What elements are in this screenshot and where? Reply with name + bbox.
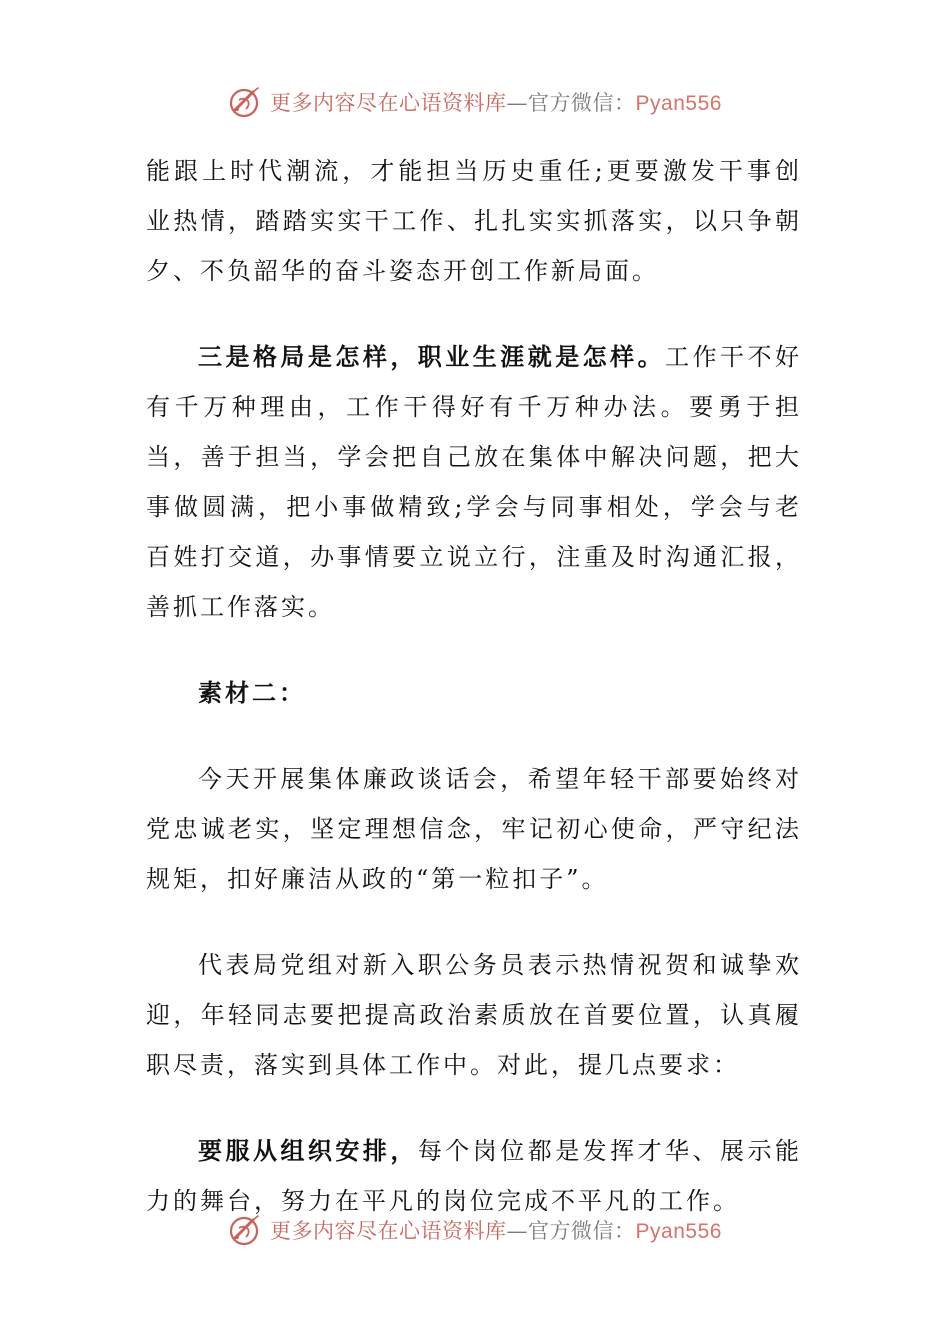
document-body	[146, 146, 802, 1226]
banner-account: Pyan556	[635, 1220, 722, 1243]
paragraph-2-text: 工作干不好有千万种理由，工作干得好有千万种办法。要勇于担当，善于担当，学会把自己放在集体中解决问题，把大事做圆满，把小事做精致;学会与同事相处，学会与老百姓打交道，办事情要立说立行，注重及时沟通汇报，善抓工作落实。	[146, 343, 803, 621]
banner-wechat-label: 官方微信：	[528, 91, 636, 115]
banner-separator: —	[506, 1219, 529, 1243]
paragraph-5	[146, 940, 802, 1090]
footer-banner	[0, 1208, 950, 1252]
banner-account: Pyan556	[635, 92, 722, 115]
banner-text	[270, 1215, 722, 1245]
section-heading	[146, 668, 802, 718]
paragraph-1-text: 能跟上时代潮流，才能担当历史重任;更要激发干事创业热情，踏踏实实干工作、扎扎实实抓落实，以只争朝夕、不负韶华的奋斗姿态开创工作新局面。	[146, 157, 802, 285]
banner-separator: —	[506, 91, 529, 115]
banner-text	[270, 87, 722, 117]
paragraph-4	[146, 754, 802, 904]
paragraph-5-text: 代表局党组对新入职公务员表示热情祝贺和诚挚欢迎，年轻同志要把提高政治素质放在首要位置，认真履职尽责，落实到具体工作中。对此，提几点要求：	[146, 951, 802, 1079]
pen-logo-icon	[228, 85, 262, 119]
section-heading-text: 素材二：	[198, 678, 306, 707]
paragraph-1	[146, 146, 802, 296]
pen-logo-icon	[228, 1213, 262, 1247]
paragraph-6-text: 每个岗位都是发挥才华、展示能力的舞台，努力在平凡的岗位完成不平凡的工作。	[146, 1137, 803, 1215]
paragraph-6-bold: 要服从组织安排，	[198, 1136, 418, 1165]
banner-site-text: 更多内容尽在心语资料库	[270, 91, 507, 115]
header-banner	[0, 80, 950, 124]
paragraph-4-text: 今天开展集体廉政谈话会，希望年轻干部要始终对党忠诚老实，坚定理想信念，牢记初心使命，严守纪法规矩，扣好廉洁从政的“第一粒扣子”。	[146, 765, 802, 893]
paragraph-2	[146, 332, 802, 632]
banner-site-text: 更多内容尽在心语资料库	[270, 1219, 507, 1243]
banner-wechat-label: 官方微信：	[528, 1219, 636, 1243]
paragraph-2-bold: 三是格局是怎样，职业生涯就是怎样。	[198, 342, 666, 371]
